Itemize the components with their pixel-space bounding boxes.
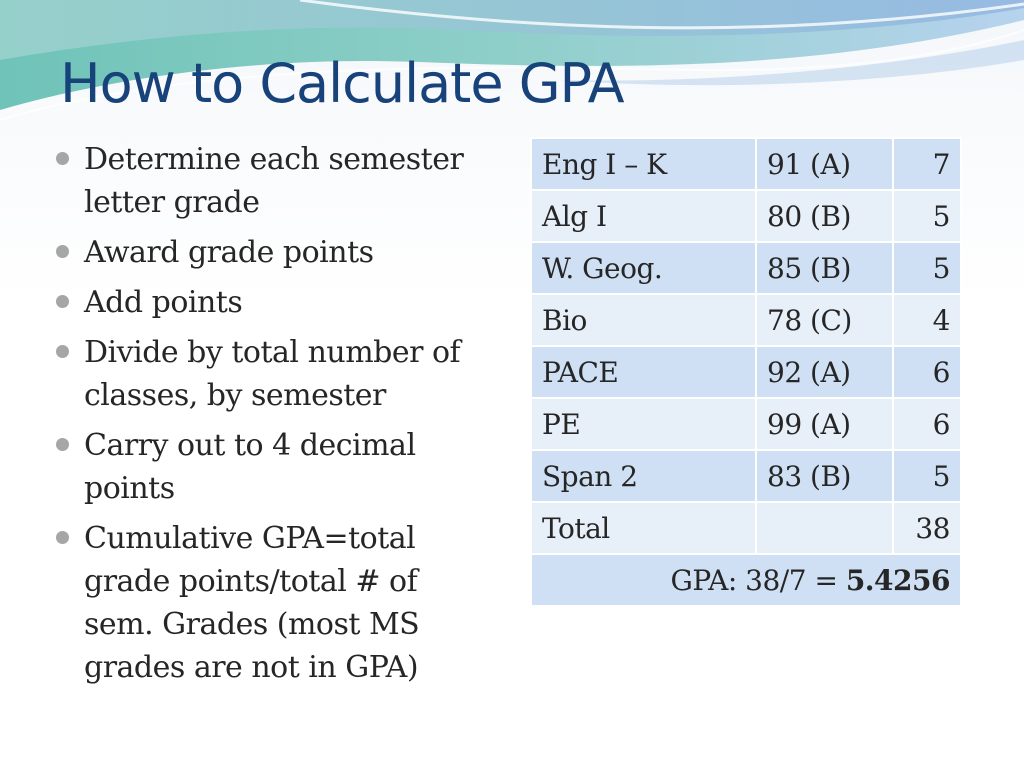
course-cell: Eng I – K — [531, 138, 756, 190]
gpa-row — [531, 554, 961, 606]
course-cell: Alg I — [531, 190, 756, 242]
grade-cell: 78 (C) — [756, 294, 893, 346]
points-cell: 7 — [893, 138, 961, 190]
bullet-item — [52, 281, 482, 324]
points-cell: 5 — [893, 450, 961, 502]
grade-cell: 85 (B) — [756, 242, 893, 294]
points-cell: 6 — [893, 398, 961, 450]
grade-cell: 99 (A) — [756, 398, 893, 450]
gpa-value: 5.4256 — [845, 563, 950, 597]
bullet-dot-icon — [56, 531, 69, 544]
course-cell: Span 2 — [531, 450, 756, 502]
gpa-formula: GPA: 38/7 = — [670, 563, 846, 597]
bullet-dot-icon — [56, 345, 69, 358]
bullet-text: Carry out to 4 decimal points — [84, 428, 416, 506]
grade-cell: 92 (A) — [756, 346, 893, 398]
table-row — [531, 346, 961, 398]
course-cell: PACE — [531, 346, 756, 398]
bullet-dot-icon — [56, 152, 69, 165]
bullet-dot-icon — [56, 245, 69, 258]
table-row — [531, 138, 961, 190]
points-cell: 6 — [893, 346, 961, 398]
bullet-text: Award grade points — [84, 235, 374, 270]
bullet-item — [52, 424, 482, 510]
bullet-text: Divide by total number of classes, by semester — [84, 335, 461, 413]
course-cell: W. Geog. — [531, 242, 756, 294]
bullet-list — [52, 138, 482, 696]
grade-cell: 83 (B) — [756, 450, 893, 502]
gpa-cell — [531, 554, 961, 606]
bullet-item — [52, 517, 482, 689]
table-row — [531, 242, 961, 294]
bullet-text: Add points — [84, 285, 243, 320]
bullet-item — [52, 138, 482, 224]
course-cell: Bio — [531, 294, 756, 346]
points-cell: 4 — [893, 294, 961, 346]
bullet-text: Cumulative GPA=total grade points/total # of sem. Grades (most MS grades are not in GPA) — [84, 521, 420, 685]
points-cell: 5 — [893, 190, 961, 242]
course-cell: PE — [531, 398, 756, 450]
slide-title: How to Calculate GPA — [60, 52, 624, 115]
total-label: Total — [531, 502, 756, 554]
bullet-dot-icon — [56, 295, 69, 308]
table-row — [531, 398, 961, 450]
table-row — [531, 294, 961, 346]
grade-cell: 91 (A) — [756, 138, 893, 190]
total-points: 38 — [893, 502, 961, 554]
bullet-item — [52, 231, 482, 274]
total-grade-cell — [756, 502, 893, 554]
bullet-item — [52, 331, 482, 417]
table-row — [531, 450, 961, 502]
table-row — [531, 190, 961, 242]
points-cell: 5 — [893, 242, 961, 294]
total-row — [531, 502, 961, 554]
bullet-text: Determine each semester letter grade — [84, 142, 464, 220]
grade-cell: 80 (B) — [756, 190, 893, 242]
bullet-dot-icon — [56, 438, 69, 451]
grades-table — [530, 137, 962, 607]
